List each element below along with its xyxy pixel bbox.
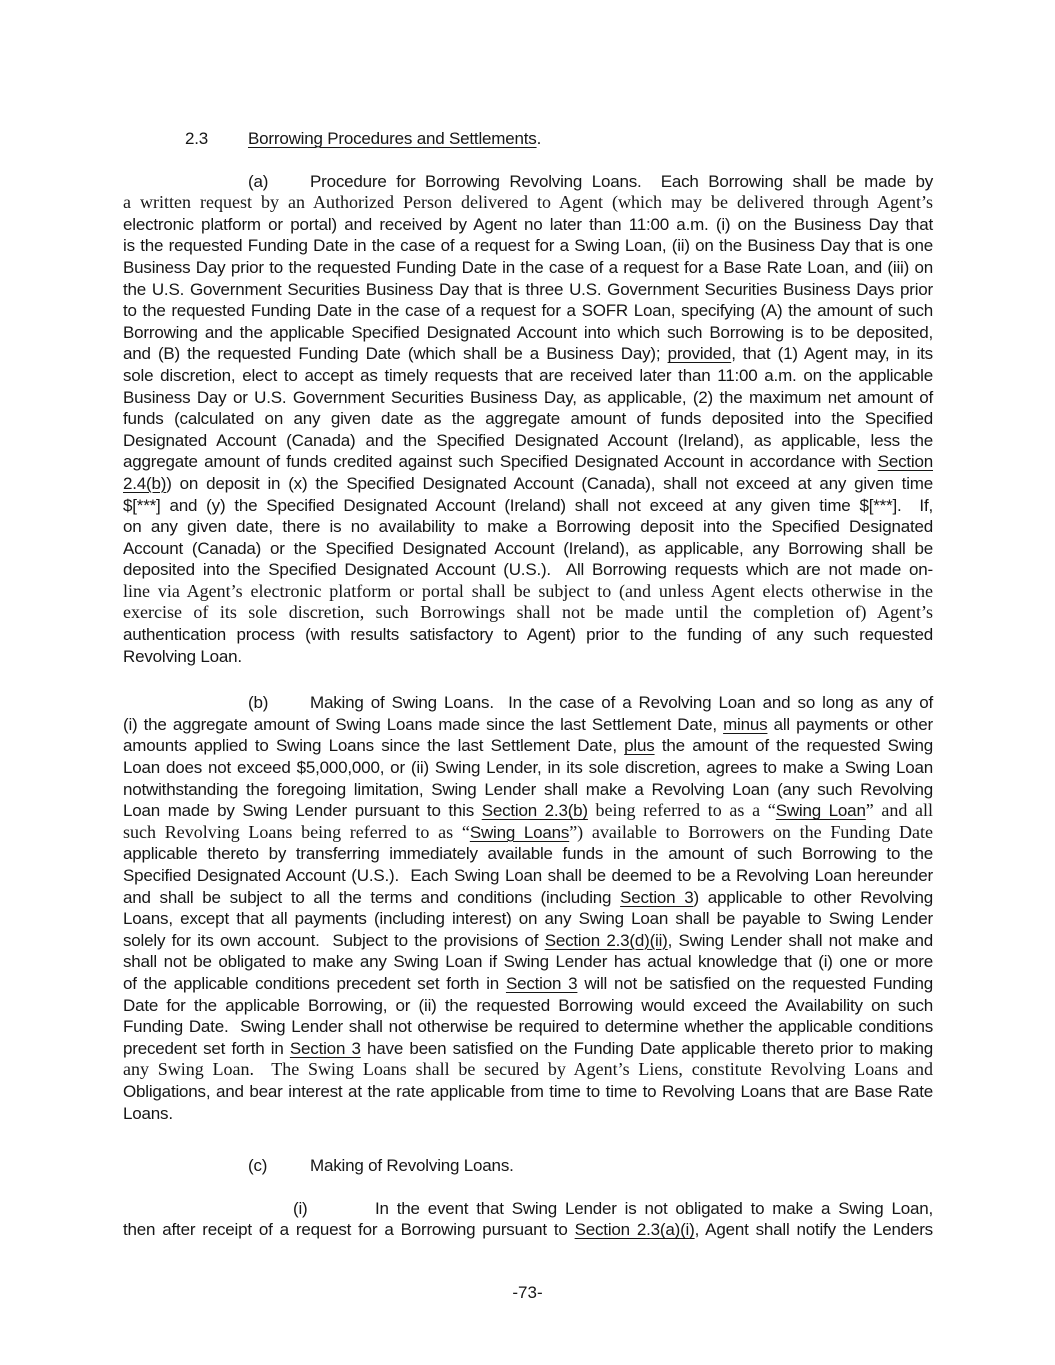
text-line: [123, 387, 933, 409]
text-run: then after receipt of a request for a Borrowing pursuant to: [123, 1220, 575, 1240]
text-run: all payments or other: [767, 714, 933, 734]
text-line: [123, 714, 933, 736]
text-line: [123, 1198, 933, 1220]
text-run: such Revolving Loans being referred to as “: [123, 821, 470, 842]
paragraph-label: (c): [248, 1156, 268, 1176]
text-line: [123, 646, 933, 668]
text-run: will not be satisfied on the requested Funding: [577, 973, 933, 993]
text-run: ”) available to Borrowers on the Funding Date: [569, 821, 934, 842]
text-run: .: [536, 129, 542, 148]
underlined-text-run: Section 2.3(a)(i): [574, 1220, 695, 1240]
text-line: [123, 779, 933, 801]
underlined-text-run: Section 3: [289, 1038, 361, 1058]
text-run: Business Day prior to the requested Funding Date in the case of a request for a Base Rate Loan, and (iii) on: [123, 257, 933, 277]
text-run: Business Day or U.S. Government Securities Business Day, as applicable, (2) the maximum net amount of: [123, 387, 933, 407]
text-line: [123, 602, 933, 624]
text-line: [123, 930, 933, 952]
paragraph-c-i-swing-lender-not-obligated: [123, 1198, 933, 1241]
underlined-text-run: Swing Loans: [469, 822, 570, 842]
text-run: , Swing Lender shall not make and: [667, 930, 933, 950]
text-run: of the applicable conditions precedent set forth in: [123, 973, 506, 993]
text-run: shall not be obligated to make any Swing Loan if Swing Lender has actual knowledge that (i) one or more: [123, 952, 933, 972]
paragraph-label: (i): [293, 1198, 308, 1218]
text-line: [123, 430, 933, 452]
text-run: the U.S. Government Securities Business Day that is three U.S. Government Securities Business Days prior: [123, 279, 933, 299]
text-line: [123, 865, 933, 887]
text-run: exercise of its sole discretion, such Borrowings shall not be made until the completion of) Agent’s: [123, 602, 933, 623]
text-line: [123, 128, 933, 150]
text-run: Loan does not exceed $5,000,000, or (ii) Swing Lender, in its sole discretion, agrees to make a Swing Loan: [123, 758, 933, 778]
paragraph-label: (b): [248, 693, 269, 713]
underlined-text-run: Section: [877, 452, 933, 472]
text-line: [123, 1081, 933, 1103]
text-line: [123, 973, 933, 995]
underlined-text-run: Section 3: [620, 887, 694, 907]
text-run: authentication process (with results satisfactory to Agent) prior to the funding of any such requested: [123, 625, 933, 645]
text-run: Making of Swing Loans. In the case of a Revolving Loan and so long as any of: [310, 693, 933, 713]
underlined-text-run: provided: [667, 344, 732, 364]
text-line: [123, 322, 933, 344]
text-run: applicable thereto by transferring immediately available funds in the amount of such Borrowing to the: [123, 844, 933, 864]
text-line: [123, 300, 933, 322]
text-line: [123, 495, 933, 517]
text-run: sole discretion, elect to accept as timely requests that are received later than 11:00 a.m. on the applicable: [123, 365, 933, 385]
text-line: [123, 757, 933, 779]
text-run: have been satisfied on the Funding Date applicable thereto prior to making: [360, 1038, 933, 1058]
text-line: [123, 279, 933, 301]
text-run: funds (calculated on any given date as the aggregate amount of funds deposited into the Specified: [123, 409, 933, 429]
text-line: [123, 581, 933, 603]
text-line: [123, 800, 933, 822]
text-line: [123, 951, 933, 973]
text-run: ” and all: [865, 800, 933, 821]
section-heading-2-3: [123, 128, 933, 150]
text-line: [123, 735, 933, 757]
text-line: [123, 192, 933, 214]
document-content: [123, 128, 933, 1241]
page-number: -73-: [512, 1283, 543, 1302]
text-line: [123, 995, 933, 1017]
text-line: [123, 214, 933, 236]
text-line: [123, 1016, 933, 1038]
text-line: [123, 408, 933, 430]
text-line: [123, 822, 933, 844]
text-run: Funding Date. Swing Lender shall not otherwise be required to determine whether the applicable conditions: [123, 1017, 933, 1037]
text-run: is the requested Funding Date in the case of a request for a Swing Loan, (ii) on the Business Day that is one: [123, 236, 933, 256]
text-line: [123, 257, 933, 279]
text-run: to the requested Funding Date in the case of a request for a SOFR Loan, specifying (A) the amount of such: [123, 301, 933, 321]
text-run: Loan made by Swing Lender pursuant to this: [123, 801, 482, 821]
text-line: [123, 887, 933, 909]
text-run: , that (1) Agent may, in its: [731, 344, 933, 364]
text-run: Revolving Loan.: [123, 646, 242, 666]
text-run: In the event that Swing Lender is not obligated to make a Swing Loan,: [375, 1198, 933, 1218]
underlined-text-run: Section 2.3(b): [481, 801, 588, 821]
text-line: [123, 559, 933, 581]
paragraph-c-making-of-revolving-loans: [123, 1155, 933, 1177]
underlined-text-run: Borrowing Procedures and Settlements: [248, 129, 537, 148]
text-line: [123, 843, 933, 865]
text-run: and (B) the requested Funding Date (which shall be a Business Day);: [123, 344, 668, 364]
text-run: a written request by an Authorized Person delivered to Agent (which may be delivered through Agent’s: [123, 192, 933, 213]
text-run: , Agent shall notify the Lenders: [694, 1220, 933, 1240]
text-run: line via Agent’s electronic platform or portal shall be subject to (and unless Agent elects otherwise in the: [123, 580, 933, 601]
text-run: the amount of the requested Swing: [654, 736, 933, 756]
underlined-text-run: Section 3: [505, 973, 578, 993]
text-run: Borrowing and the applicable Specified Designated Account into which such Borrowing is to be deposited,: [123, 322, 933, 342]
text-line: [123, 692, 933, 714]
text-line: [123, 365, 933, 387]
text-run: aggregate amount of funds credited against such Specified Designated Account in accordance with: [123, 452, 878, 472]
text-line: [123, 343, 933, 365]
text-run: amounts applied to Swing Loans since the last Settlement Date,: [123, 736, 625, 756]
underlined-text-run: minus: [723, 714, 768, 734]
text-run: being referred to as a “: [587, 800, 776, 821]
text-run: Obligations, and bear interest at the rate applicable from time to time to Revolving Loans that are Base Rate: [123, 1081, 933, 1101]
text-run: Specified Designated Account (U.S.). Each Swing Loan shall be deemed to be a Revolving Loan hereunder: [123, 866, 933, 885]
text-run: notwithstanding the foregoing limitation, Swing Lender shall make a Revolving Loan (any such Revolving: [123, 779, 933, 799]
text-run: deposited into the Specified Designated Account (U.S.). All Borrowing requests which are not made on-: [123, 560, 933, 580]
text-run: Loans, except that all payments (including interest) on any Swing Loan shall be payable to Swing Lender: [123, 909, 933, 929]
text-run: Procedure for Borrowing Revolving Loans. Each Borrowing shall be made by: [310, 171, 933, 191]
text-run: Making of Revolving Loans.: [310, 1156, 514, 1176]
paragraph-label: 2.3: [185, 129, 209, 148]
text-line: [123, 1038, 933, 1060]
text-line: [123, 1059, 933, 1081]
text-line: [123, 516, 933, 538]
underlined-text-run: 2.4(b): [123, 473, 167, 493]
text-run: and shall be subject to all the terms and conditions (including: [123, 887, 621, 907]
text-line: [123, 538, 933, 560]
text-run: (i) the aggregate amount of Swing Loans made since the last Settlement Date,: [123, 714, 724, 734]
text-run: Account (Canada) or the Specified Designated Account (Ireland), as applicable, any Borrowing shall be: [123, 538, 933, 558]
text-run: Designated Account (Canada) and the Specified Designated Account (Ireland), as applicable, less the: [123, 430, 933, 450]
text-line: [123, 1219, 933, 1241]
text-run: on any given date, there is no availability to make a Borrowing deposit into the Specified Designated: [123, 517, 933, 537]
paragraph-label: (a): [248, 171, 269, 191]
underlined-text-run: Section 2.3(d)(ii): [544, 930, 668, 950]
text-run: Loans.: [123, 1103, 173, 1123]
text-line: [123, 1103, 933, 1125]
text-run: Date for the applicable Borrowing, or (ii) the requested Borrowing would exceed the Availability on such: [123, 995, 933, 1015]
underlined-text-run: plus: [624, 736, 655, 756]
text-line: [123, 908, 933, 930]
text-run: $[***] and (y) the Specified Designated Account (Ireland) shall not exceed at any given time $[***]. If,: [123, 495, 933, 515]
text-run: precedent set forth in: [123, 1038, 290, 1058]
text-run: ) on deposit in (x) the Specified Designated Account (Canada), shall not exceed at any given time: [166, 473, 933, 493]
text-run: ) applicable to other Revolving: [693, 887, 933, 907]
text-line: [123, 235, 933, 257]
text-line: [123, 473, 933, 495]
paragraph-a-procedure-for-borrowing-revolving-loans: [123, 171, 933, 668]
text-run: solely for its own account. Subject to the provisions of: [123, 930, 545, 950]
paragraph-b-making-of-swing-loans: [123, 692, 933, 1124]
text-run: any Swing Loan. The Swing Loans shall be secured by Agent’s Liens, constitute Revolving Loans and: [123, 1059, 933, 1080]
underlined-text-run: Swing Loan: [775, 801, 866, 821]
text-line: [123, 171, 933, 193]
text-line: [123, 624, 933, 646]
text-line: [123, 1155, 933, 1177]
text-run: electronic platform or portal) and received by Agent no later than 11:00 a.m. (i) on the Business Day that: [123, 214, 933, 234]
text-line: [123, 451, 933, 473]
